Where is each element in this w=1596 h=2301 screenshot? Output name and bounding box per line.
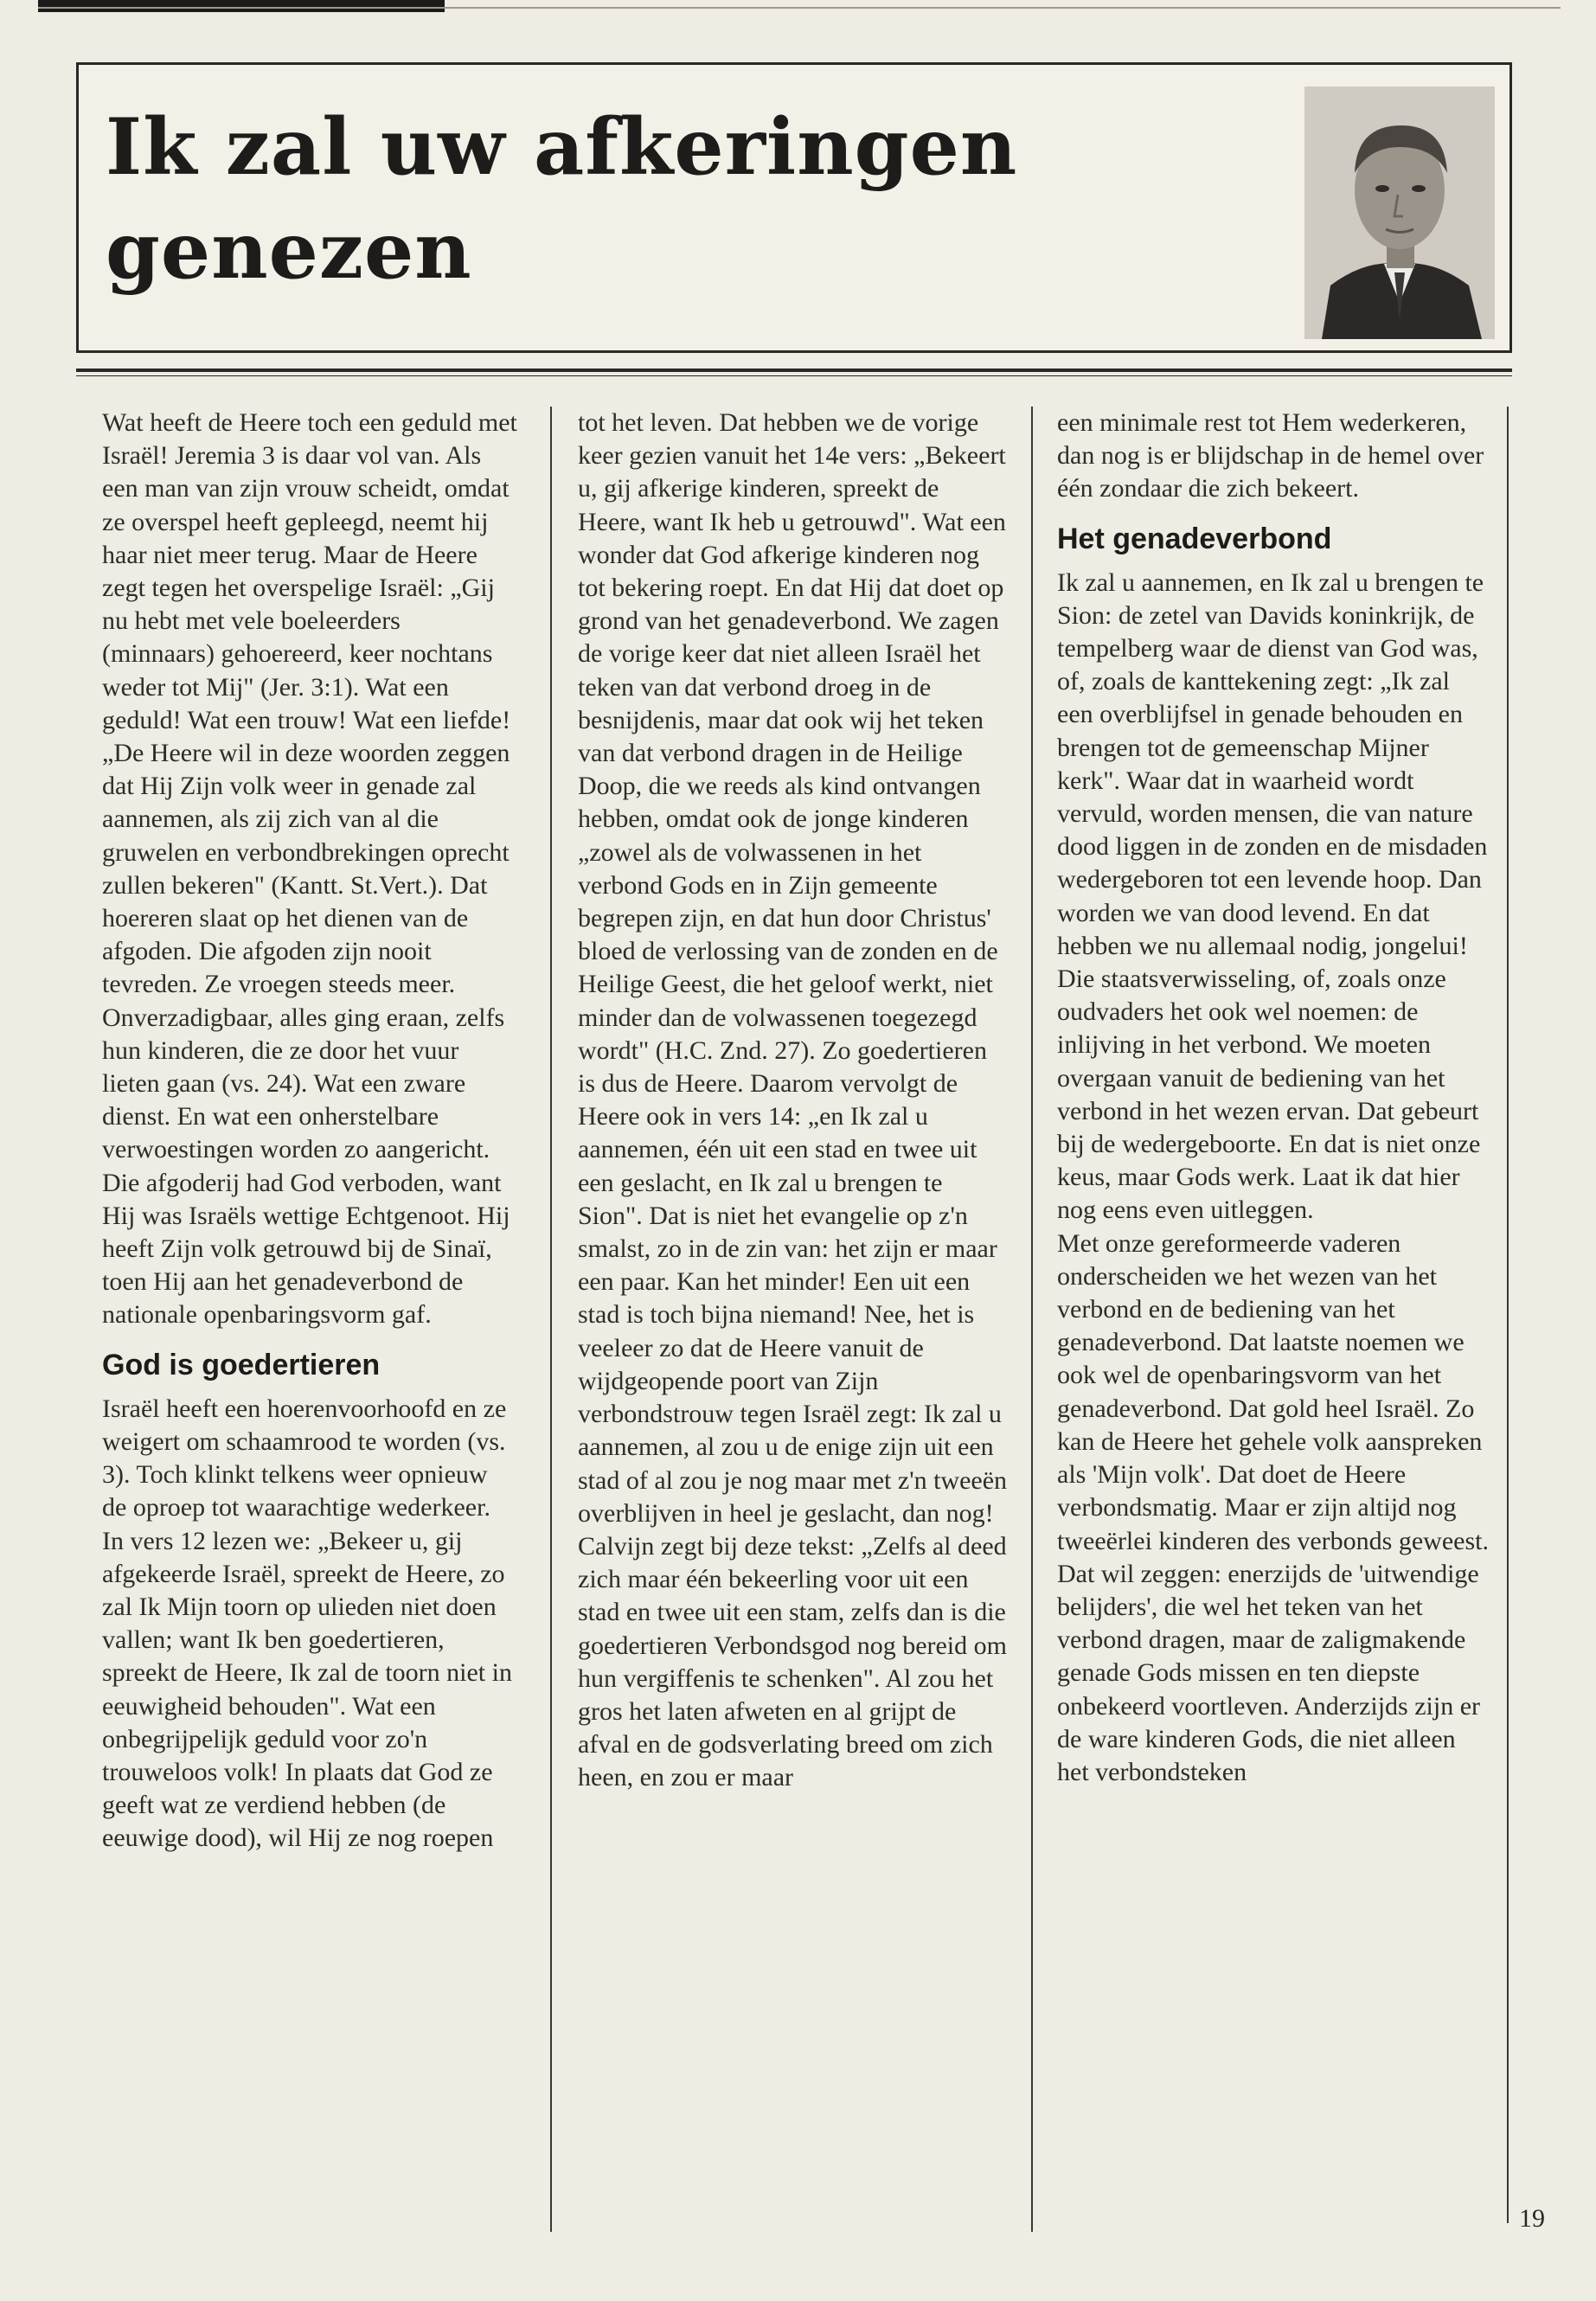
col3-paragraph-2: Ik zal u aannemen, en Ik zal u brengen te Sion: de zetel van Davids koninkrijk, de tempelberg waar de dienst van God was, of, zoals de kanttekening zegt: „Ik zal een overblijfsel in genade behouden en brengen tot de gemeenschap Mijner kerk". Waar dat in waarheid wordt vervuld, worden mensen, die van nature dood liggen in de zonden en de misdaden wedergeboren tot een levende hoop. Dan worden we van dood levend. En dat hebben we nu allemaal nodig, jongelui! Die staatsverwisseling, of, zoals onze oudvaders het ook wel noemen: de inlijving in het verbond. We moeten overgaan vanuit de bediening van het verbond in het wezen ervan. Dat gebeurt bij de wedergeboorte. En dat is niet onze keus, maar Gods werk. Laat ik dat hier nog eens even uitleggen. (1057, 567, 1488, 1225)
scan-edge-line (38, 7, 1561, 9)
page-number: 19 (1519, 2204, 1545, 2233)
column-2 (578, 407, 1010, 1795)
portrait-illustration (1304, 87, 1495, 339)
header-rule-thin (76, 375, 1512, 376)
header-rule (76, 369, 1512, 372)
title-line-1: Ik zal uw afkeringen (106, 101, 1018, 193)
col3-paragraph-1: een minimale rest tot Hem wederkeren, dan nog is er blijdschap in de hemel over één zondaar die zich bekeert. (1057, 408, 1484, 503)
article-title (106, 95, 1221, 303)
title-line-2: genezen (106, 205, 472, 297)
author-portrait (1304, 87, 1495, 339)
column-3 (1057, 407, 1490, 1789)
col3-paragraph-3: Met onze gereformeerde vaderen onderscheiden we het wezen van het verbond en de bediening van het genadeverbond. Dat laatste noemen we ook wel de openbaringsvorm van het genadeverbond. Dat gold heel Israël. Zo kan de Heere het gehele volk aanspreken als 'Mijn volk'. Dat doet de Heere verbondsmatig. Maar er zijn altijd nog tweeërlei kinderen des verbonds geweest. Dat wil zeggen: enerzijds de 'uitwendige belijders', die wel het teken van het verbond dragen, maar de zaligmakende genade Gods missen en ten diepste onbekeerd voortleven. Anderzijds zijn er de ware kinderen Gods, die niet alleen het verbondsteken (1057, 1228, 1489, 1786)
col1-subheading: God is goedertieren (102, 1348, 381, 1381)
scan-edge-bar (38, 0, 445, 12)
column-divider-3 (1507, 407, 1509, 2223)
column-divider-2 (1031, 407, 1033, 2232)
col1-paragraph-1: Wat heeft de Heere toch een geduld met Israël! Jeremia 3 is daar vol van. Als een man van zijn vrouw scheidt, omdat ze overspel heeft gepleegd, neemt hij haar niet meer terug. Maar de Heere zegt tegen het overspelige Israël: „Gij nu hebt met vele boeleerders (minnaars) gehoereerd, keer nochtans weder tot Mij" (Jer. 3:1). Wat een geduld! Wat een trouw! Wat een liefde! „De Heere wil in deze woorden zeggen dat Hij Zijn volk weer in genade zal aannemen, als zij zich van al die gruwelen en verbondbrekingen oprecht zullen bekeren" (Kantt. St.Vert.). Dat hoereren slaat op het dienen van de afgoden. Die afgoden zijn nooit tevreden. Ze vroegen steeds meer. Onverzadigbaar, alles ging eraan, zelfs hun kinderen, die ze door het vuur lieten gaan (vs. 24). Wat een zware dienst. En wat een onherstelbare verwoestingen worden zo aangericht. Die afgoderij had God verboden, want Hij was Israëls wettige Echtgenoot. Hij heeft Zijn volk getrouwd bij de Sinaï, toen Hij aan het genadeverbond de nationale openbaringsvorm gaf. (102, 408, 517, 1330)
col3-subheading: Het genadeverbond (1057, 522, 1332, 555)
column-1 (102, 407, 517, 1856)
col2-paragraph-1: tot het leven. Dat hebben we de vorige keer gezien vanuit het 14e vers: „Bekeert u, gij afkerige kinderen, spreekt de Heere, want Ik heb u getrouwd". Wat een wonder dat God afkerige kinderen nog tot bekering roept. En dat Hij dat doet op grond van het genadeverbond. We zagen de vorige keer dat niet alleen Israël het teken van dat verbond droeg in de besnijdenis, maar dat ook wij het teken van dat verbond dragen in de Heilige Doop, die we reeds als kind ontvangen hebben, omdat ook de jonge kinderen „zowel als de volwassenen in het verbond Gods en in Zijn gemeente begrepen zijn, en dat hun door Christus' bloed de verlossing van de zonden en de Heilige Geest, die het geloof werkt, niet minder dan de volwassenen toegezegd wordt" (H.C. Znd. 27). Zo goedertieren is dus de Heere. Daarom vervolgt de Heere ook in vers 14: „en Ik zal u aannemen, één uit een stad en twee uit een geslacht, en Ik zal u brengen te Sion". Dat is niet het evangelie op z'n smalst, zo in de zin van: het zijn er maar een paar. Kan het minder! Een uit een stad is toch bijna niemand! Nee, het is veeleer zo dat de Heere vanuit de wijdgeopende poort van Zijn verbondstrouw tegen Israël zegt: Ik zal u aannemen, al zou u de enige zijn uit een stad of al zou je nog maar met z'n tweeën overblijven in heel je geslacht, dan nog! Calvijn zegt bij deze tekst: „Zelfs al deed zich maar één bekeerling voor uit een stad en twee uit een stam, zelfs dan is die goedertieren Verbondsgod nog bereid om hun vergiffenis te schenken". Al zou het gros het laten afweten en al grijpt de afval en de godsverlating breed om zich heen, en zou er maar (578, 408, 1008, 1792)
column-divider-1 (550, 407, 552, 2232)
col1-paragraph-2: Israël heeft een hoerenvoorhoofd en ze weigert om schaamrood te worden (vs. 3). Toch klinkt telkens weer opnieuw de oproep tot waarachtige wederkeer. In vers 12 lezen we: „Bekeer u, gij afgekeerde Israël, spreekt de Heere, zo zal Ik Mijn toorn op ulieden niet doen vallen; want Ik ben goedertieren, spreekt de Heere, Ik zal de toorn niet in eeuwigheid behouden". Wat een onbegrijpelijk geduld voor zo'n trouweloos volk! In plaats dat God ze geeft wat ze verdiend hebben (de eeuwige dood), wil Hij ze nog roepen (102, 1394, 512, 1853)
